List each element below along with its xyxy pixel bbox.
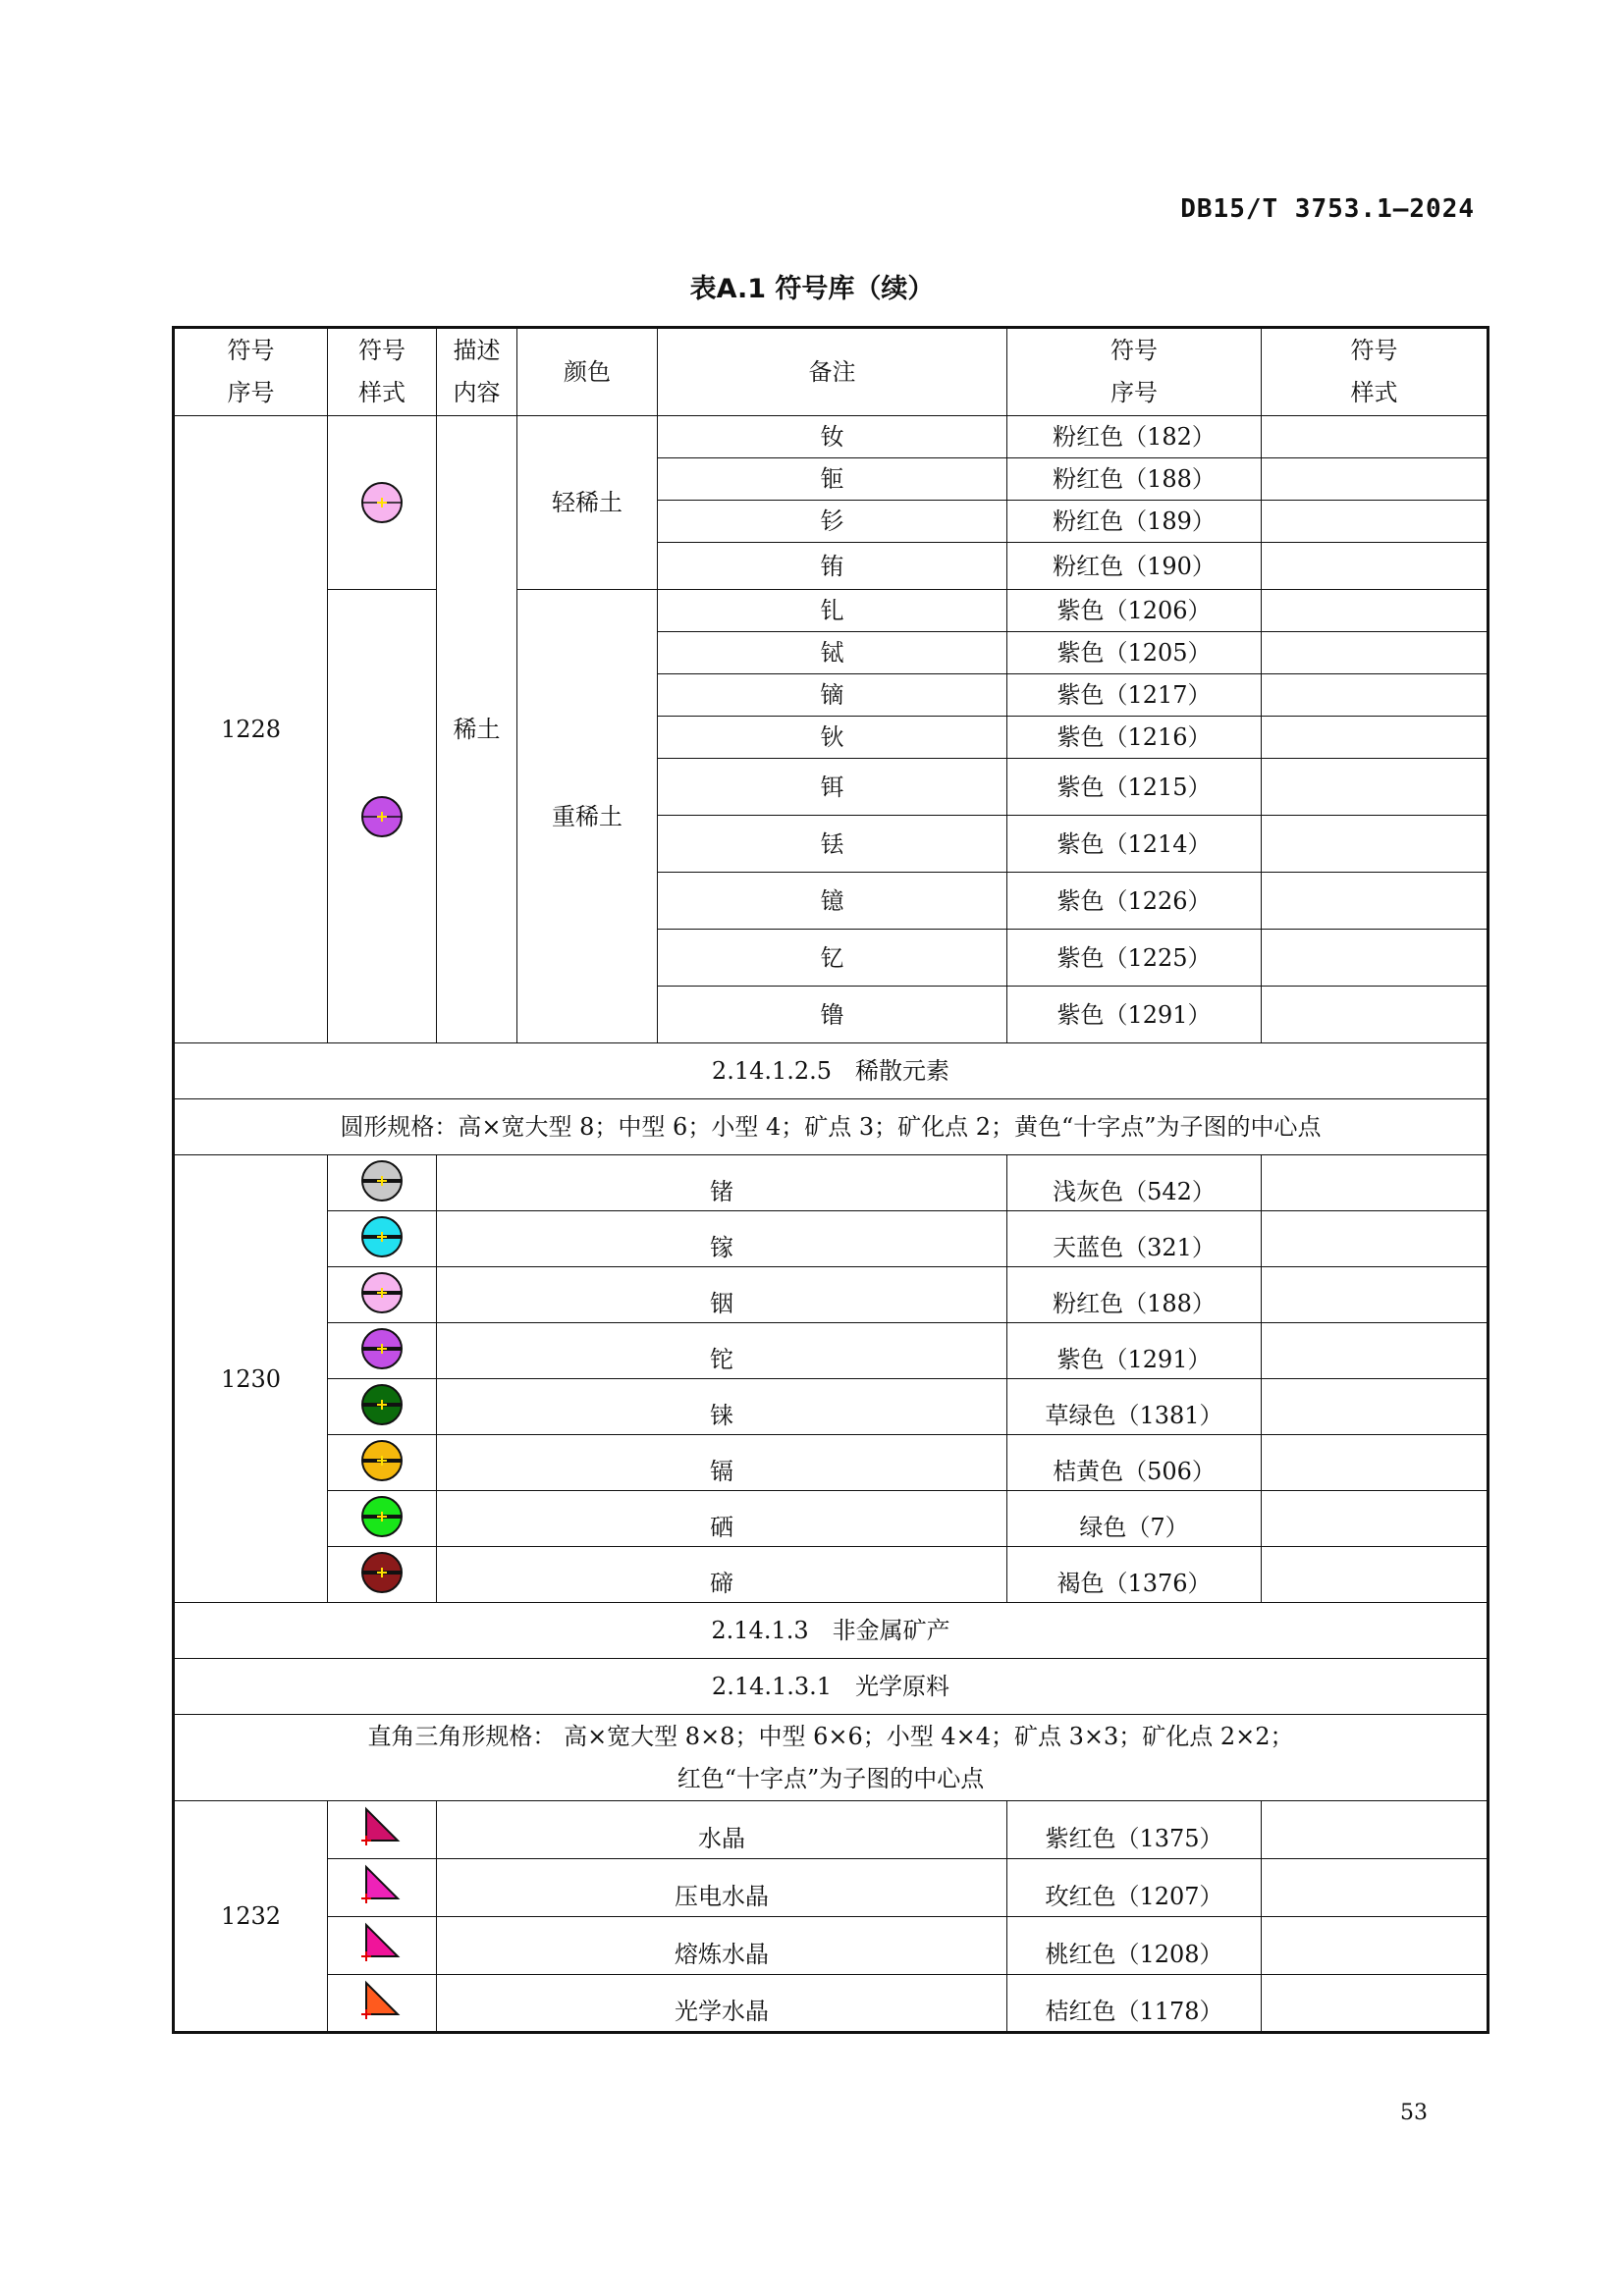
empty-cell [1262, 1975, 1489, 2033]
symbol-cell [328, 1211, 437, 1267]
section-dispersed-elements: 2.14.1.2.5 稀散元素 [174, 1043, 1489, 1099]
mineral-name: 熔炼水晶 [437, 1917, 1007, 1975]
element-name: 钬 [658, 717, 1007, 759]
empty-cell [1262, 590, 1489, 632]
mineral-name: 水晶 [437, 1801, 1007, 1859]
element-color: 粉红色（182） [1007, 416, 1262, 458]
table-row [174, 1323, 1489, 1379]
header-c2-line-2: 样式 [358, 379, 406, 406]
symbol-id-1232: 1232 [174, 1801, 328, 2033]
symbol-cell [328, 1859, 437, 1917]
table-row [174, 1801, 1489, 1859]
element-name: 铒 [658, 759, 1007, 816]
empty-cell [1262, 1155, 1489, 1211]
empty-cell [1262, 987, 1489, 1043]
element-name: 硒 [437, 1491, 1007, 1547]
element-name: 镝 [658, 674, 1007, 717]
element-name: 钷 [658, 458, 1007, 501]
element-name: 镥 [658, 987, 1007, 1043]
heavy-rare-earth-symbol-cell [328, 590, 437, 1043]
header-c1-line-2: 序号 [227, 379, 275, 406]
header-c1-line-1: 符号 [227, 337, 275, 364]
empty-cell [1262, 674, 1489, 717]
table-row [174, 1491, 1489, 1547]
empty-cell [1262, 873, 1489, 930]
right-triangle-icon [360, 1805, 404, 1848]
symbol-cell [328, 1155, 437, 1211]
element-circle-icon [360, 1215, 404, 1258]
heavy-rare-earth-circle-icon [360, 795, 404, 838]
element-name: 钇 [658, 930, 1007, 987]
symbol-cell [328, 1435, 437, 1491]
header-c3-line-2: 内容 [453, 379, 501, 406]
empty-cell [1262, 1547, 1489, 1603]
mineral-name: 压电水晶 [437, 1859, 1007, 1917]
light-rare-earth-circle-icon [360, 481, 404, 524]
table-row [174, 1155, 1489, 1211]
table-row [174, 1547, 1489, 1603]
mineral-color: 桔红色（1178） [1007, 1975, 1262, 2033]
light-rare-earth-symbol-cell [328, 416, 437, 590]
header-c3-line-1: 描述 [453, 337, 501, 364]
empty-cell [1262, 717, 1489, 759]
element-color: 紫色（1215） [1007, 759, 1262, 816]
table-row [174, 1917, 1489, 1975]
element-name: 钆 [658, 590, 1007, 632]
header-c6-line-1: 符号 [1110, 337, 1158, 364]
mineral-color: 桃红色（1208） [1007, 1917, 1262, 1975]
table-row [174, 1975, 1489, 2033]
circle-spec-note: 圆形规格：高×宽大型 8；中型 6；小型 4；矿点 3；矿化点 2；黄色“十字点”为子图的中心点 [174, 1099, 1489, 1155]
element-circle-icon [360, 1271, 404, 1314]
header-cell-3 [437, 328, 517, 416]
empty-cell [1262, 501, 1489, 543]
symbol-cell [328, 1801, 437, 1859]
empty-cell [1262, 759, 1489, 816]
empty-cell [1262, 1859, 1489, 1917]
mineral-color: 玫红色（1207） [1007, 1859, 1262, 1917]
symbol-cell [328, 1547, 437, 1603]
empty-cell [1262, 1379, 1489, 1435]
element-color: 紫色（1225） [1007, 930, 1262, 987]
element-color: 紫色（1291） [1007, 987, 1262, 1043]
element-color: 紫色（1216） [1007, 717, 1262, 759]
element-color: 紫色（1205） [1007, 632, 1262, 674]
triangle-spec-line-1: 直角三角形规格： 高×宽大型 8×8；中型 6×6；小型 4×4；矿点 3×3；矿化点 2×2； [367, 1722, 1294, 1750]
page-number: 53 [1400, 2101, 1428, 2125]
element-color: 紫色（1226） [1007, 873, 1262, 930]
element-color: 桔黄色（506） [1007, 1435, 1262, 1491]
empty-cell [1262, 458, 1489, 501]
element-color: 草绿色（1381） [1007, 1379, 1262, 1435]
empty-cell [1262, 543, 1489, 590]
table-title: 表A.1 符号库（续） [689, 274, 935, 304]
element-name: 铽 [658, 632, 1007, 674]
element-circle-icon [360, 1159, 404, 1202]
mineral-color: 紫红色（1375） [1007, 1801, 1262, 1859]
element-color: 浅灰色（542） [1007, 1155, 1262, 1211]
symbol-cell [328, 1323, 437, 1379]
element-name: 镉 [437, 1435, 1007, 1491]
empty-cell [1262, 1267, 1489, 1323]
document-number: DB15/T 3753.1—2024 [1180, 194, 1475, 224]
symbol-cell [328, 1975, 437, 2033]
rare-earth-desc: 稀土 [437, 416, 517, 1043]
table-row [174, 1379, 1489, 1435]
element-name: 铕 [658, 543, 1007, 590]
right-triangle-icon [360, 1979, 404, 2022]
element-name: 镱 [658, 873, 1007, 930]
element-circle-icon [360, 1439, 404, 1482]
symbol-id-1228: 1228 [174, 416, 328, 1043]
header-cell-1 [174, 328, 328, 416]
element-color: 紫色（1291） [1007, 1323, 1262, 1379]
header-cell-7 [1262, 328, 1489, 416]
empty-cell [1262, 1801, 1489, 1859]
table-row [174, 1859, 1489, 1917]
element-color: 紫色（1206） [1007, 590, 1262, 632]
element-name: 镓 [437, 1211, 1007, 1267]
header-c6-line-2: 序号 [1110, 379, 1158, 406]
mineral-name: 光学水晶 [437, 1975, 1007, 2033]
empty-cell [1262, 1917, 1489, 1975]
element-name: 钕 [658, 416, 1007, 458]
header-cell-5: 备注 [658, 328, 1007, 416]
element-color: 紫色（1217） [1007, 674, 1262, 717]
element-color: 紫色（1214） [1007, 816, 1262, 873]
empty-cell [1262, 1323, 1489, 1379]
element-name: 铥 [658, 816, 1007, 873]
element-color: 粉红色（190） [1007, 543, 1262, 590]
element-color: 褐色（1376） [1007, 1547, 1262, 1603]
empty-cell [1262, 816, 1489, 873]
element-circle-icon [360, 1327, 404, 1370]
light-rare-earth-label: 轻稀土 [517, 416, 658, 590]
element-circle-icon [360, 1495, 404, 1538]
header-cell-6 [1007, 328, 1262, 416]
element-color: 粉红色（189） [1007, 501, 1262, 543]
header-c2-line-1: 符号 [358, 337, 406, 364]
header-cell-2 [328, 328, 437, 416]
element-color: 天蓝色（321） [1007, 1211, 1262, 1267]
empty-cell [1262, 1211, 1489, 1267]
triangle-spec-note [174, 1715, 1489, 1801]
empty-cell [1262, 416, 1489, 458]
empty-cell [1262, 930, 1489, 987]
section-optical-materials: 2.14.1.3.1 光学原料 [174, 1659, 1489, 1715]
header-cell-4: 颜色 [517, 328, 658, 416]
right-triangle-icon [360, 1863, 404, 1906]
element-name: 碲 [437, 1547, 1007, 1603]
element-name: 锗 [437, 1155, 1007, 1211]
right-triangle-icon [360, 1921, 404, 1964]
table-row [174, 416, 1489, 458]
heavy-rare-earth-label: 重稀土 [517, 590, 658, 1043]
element-color: 粉红色（188） [1007, 458, 1262, 501]
empty-cell [1262, 1435, 1489, 1491]
symbol-cell [328, 1267, 437, 1323]
triangle-spec-line-2: 红色“十字点”为子图的中心点 [677, 1764, 985, 1792]
section-nonmetal-minerals: 2.14.1.3 非金属矿产 [174, 1603, 1489, 1659]
element-circle-icon [360, 1383, 404, 1426]
symbol-cell [328, 1379, 437, 1435]
header-c7-line-2: 样式 [1350, 379, 1398, 406]
symbol-cell [328, 1491, 437, 1547]
symbol-id-1230: 1230 [174, 1155, 328, 1603]
element-name: 铼 [437, 1379, 1007, 1435]
element-name: 铊 [437, 1323, 1007, 1379]
element-circle-icon [360, 1551, 404, 1594]
element-color: 粉红色（188） [1007, 1267, 1262, 1323]
table-row [174, 1211, 1489, 1267]
header-c7-line-1: 符号 [1350, 337, 1398, 364]
symbol-cell [328, 1917, 437, 1975]
element-name: 铟 [437, 1267, 1007, 1323]
table-row [174, 1435, 1489, 1491]
element-color: 绿色（7） [1007, 1491, 1262, 1547]
empty-cell [1262, 632, 1489, 674]
element-name: 钐 [658, 501, 1007, 543]
symbol-library-table [172, 326, 1489, 2034]
empty-cell [1262, 1491, 1489, 1547]
table-row [174, 1267, 1489, 1323]
table-row [174, 590, 1489, 632]
